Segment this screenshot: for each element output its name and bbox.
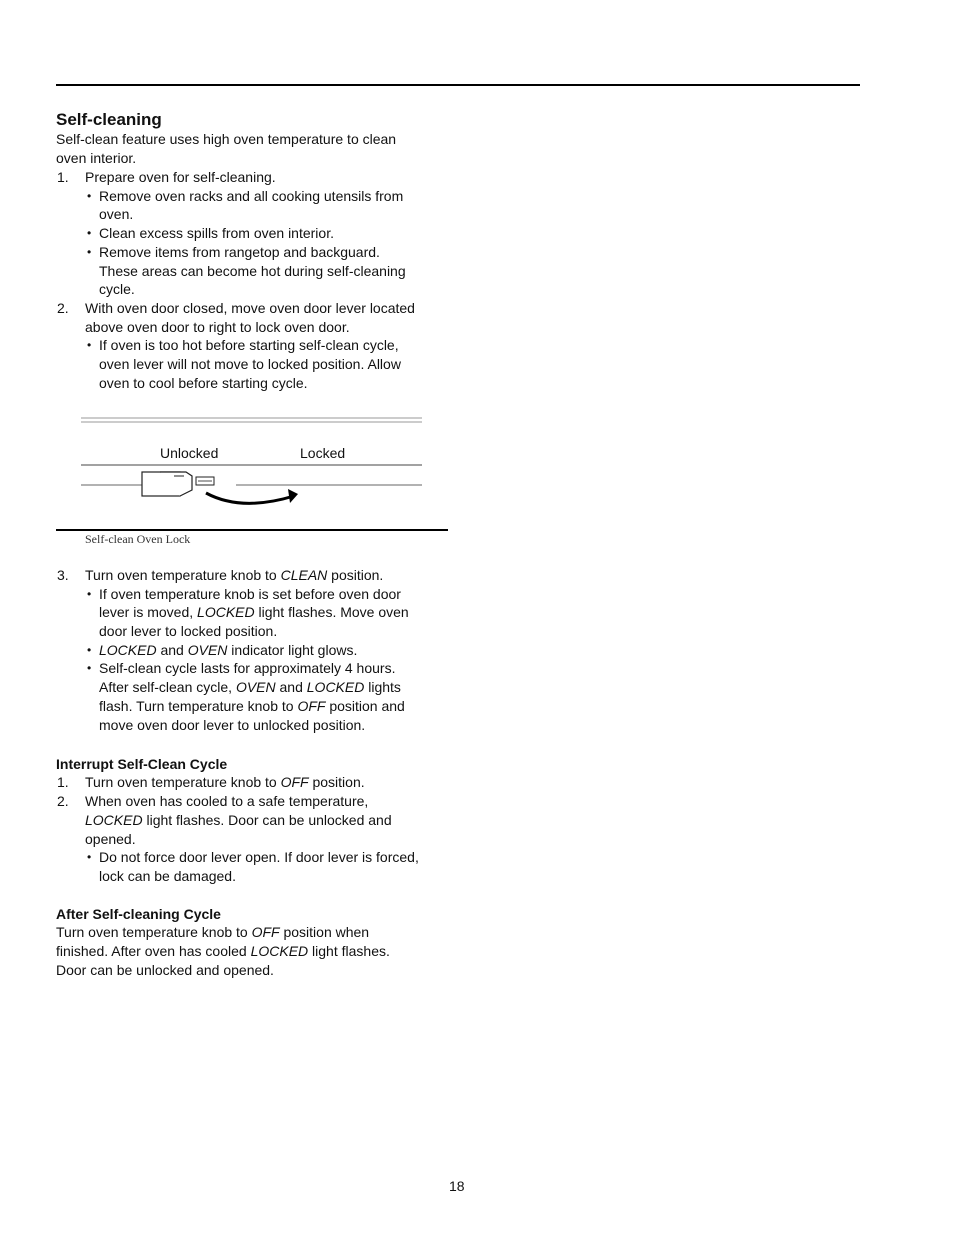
bullet: • <box>87 245 92 259</box>
step3-bullet1-line1: If oven temperature knob is set before oven door <box>99 586 401 602</box>
step2-line2: above oven door to right to lock oven door. <box>85 319 350 335</box>
step-number: 1. <box>57 169 69 185</box>
figure-caption: Self-clean Oven Lock <box>85 532 191 546</box>
step-number: 2. <box>57 793 69 809</box>
step-number: 2. <box>57 300 69 316</box>
interrupt-step2-line2: LOCKED light flashes. Door can be unlocked and <box>85 812 392 828</box>
after-line3: Door can be unlocked and opened. <box>56 962 274 978</box>
unlocked-label: Unlocked <box>160 445 219 461</box>
bullet: • <box>87 587 92 601</box>
step3-bullet1-line2: lever is moved, LOCKED light flashes. Move oven <box>99 604 409 620</box>
step1-bullet3-line1: Remove items from rangetop and backguard. <box>99 244 380 260</box>
step-number: 3. <box>57 567 69 583</box>
bullet: • <box>87 226 92 240</box>
locked-label: Locked <box>300 445 346 461</box>
interrupt-bullet-line1: Do not force door lever open. If door lever is forced, <box>99 849 419 865</box>
step3-bullet3-line1: Self-clean cycle lasts for approximately 4 hours. <box>99 660 396 676</box>
step2-bullet-line1: If oven is too hot before starting self-clean cycle, <box>99 337 399 353</box>
step3-bullet2-line1: LOCKED and OVEN indicator light glows. <box>99 642 358 658</box>
arrow-head-icon <box>288 489 298 503</box>
intro-line-2: oven interior. <box>56 150 137 166</box>
interrupt-step2-line1: When oven has cooled to a safe temperature, <box>85 793 369 809</box>
step2-bullet-line3: oven to cool before starting cycle. <box>99 375 308 391</box>
step3-bullet3-line4: move oven door lever to unlocked position. <box>99 717 366 733</box>
step2-bullet-line2: oven lever will not move to locked position. Allow <box>99 356 401 372</box>
page-number: 18 <box>449 1178 465 1194</box>
bullet: • <box>87 189 92 203</box>
page-title: Self-cleaning <box>56 110 162 129</box>
step1-text: Prepare oven for self-cleaning. <box>85 169 276 185</box>
interrupt-bullet-line2: lock can be damaged. <box>99 868 236 884</box>
step3-bullet3-line3: flash. Turn temperature knob to OFF position and <box>99 698 405 714</box>
step1-bullet1-line2: oven. <box>99 206 134 222</box>
oven-lock-illustration <box>56 410 448 525</box>
interrupt-step1: Turn oven temperature knob to OFF position. <box>85 774 365 790</box>
intro-line-1: Self-clean feature uses high oven temperature to clean <box>56 131 397 147</box>
step1-bullet3-line3: cycle. <box>99 281 135 297</box>
interrupt-heading: Interrupt Self-Clean Cycle <box>56 756 228 772</box>
after-line2: finished. After oven has cooled LOCKED light flashes. <box>56 943 390 959</box>
after-line1: Turn oven temperature knob to OFF position when <box>56 924 370 940</box>
interrupt-step2-line3: opened. <box>85 831 136 847</box>
bullet: • <box>87 850 92 864</box>
top-rule <box>56 84 860 86</box>
after-heading: After Self-cleaning Cycle <box>56 906 221 922</box>
step3-bullet1-line3: door lever to locked position. <box>99 623 278 639</box>
step-number: 1. <box>57 774 69 790</box>
step1-bullet2-line1: Clean excess spills from oven interior. <box>99 225 334 241</box>
step1-bullet1-line1: Remove oven racks and all cooking utensils from <box>99 188 404 204</box>
step1-bullet3-line2: These areas can become hot during self-cleaning <box>99 263 406 279</box>
step3-bullet3-line2: After self-clean cycle, OVEN and LOCKED lights <box>99 679 401 695</box>
step3-text: Turn oven temperature knob to CLEAN position. <box>85 567 384 583</box>
figure-rule <box>56 529 448 531</box>
bullet: • <box>87 338 92 352</box>
bullet: • <box>87 643 92 657</box>
step2-line1: With oven door closed, move oven door lever located <box>85 300 415 316</box>
bullet: • <box>87 661 92 675</box>
